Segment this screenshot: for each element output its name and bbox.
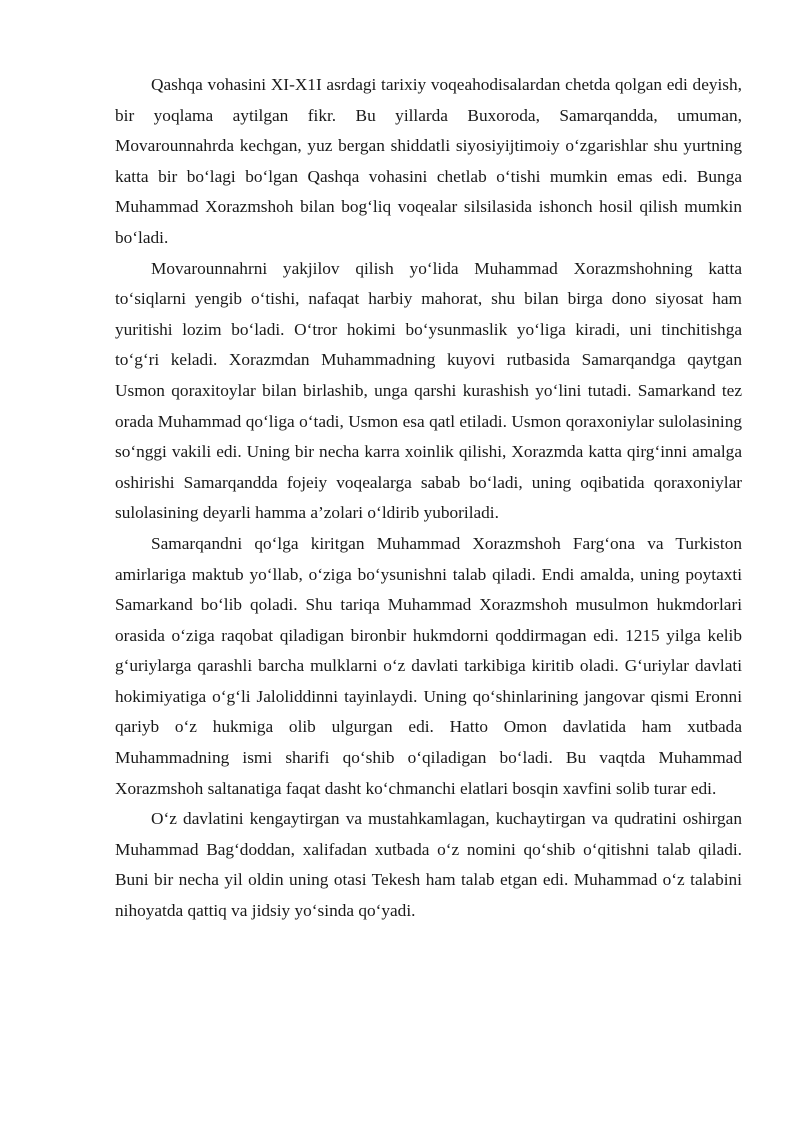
document-body bbox=[115, 70, 742, 927]
paragraph-2: Movarounnahrni yakjilov qilish yo‘lida Muhammad Xorazmshohning katta to‘siqlarni yengib o‘tishi, nafaqat harbiy mahorat, shu bilan birga dono siyosat ham yuritishi lozim bo‘ladi. O‘tror hokimi bo‘ysunmaslik yo‘liga kiradi, uni tinchitishga to‘g‘ri keladi. Xorazmdan Muhammadning kuyovi rutbasida Samarqandga qaytgan Usmon qoraxitoylar bilan birlashib, unga qarshi kurashish yo‘lini tutadi. Samarkand tez orada Muhammad qo‘liga o‘tadi, Usmon esa qatl etiladi. Usmon qoraxoniylar sulolasining so‘nggi vakili edi. Uning bir necha karra xoinlik qilishi, Xorazmda katta qirg‘inni amalga oshirishi Samarqandda fojeiy voqealarga sabab bo‘ladi, uning oqibatida qoraxoniylar sulolasining deyarli hamma a’zolari o‘ldirib yuboriladi. bbox=[115, 258, 742, 523]
paragraph-3: Samarqandni qo‘lga kiritgan Muhammad Xorazmshoh Farg‘ona va Turkiston amirlariga maktub yo‘llab, o‘ziga bo‘ysunishni talab qiladi. Endi amalda, uning poytaxti Samarkand bo‘lib qoladi. Shu tariqa Muhammad Xorazmshoh musulmon hukmdorlari orasida o‘ziga raqobat qiladigan bironbir hukmdorni qoddirmagan edi. 1215 yilga kelib g‘uriylarga qarashli barcha mulklarni o‘z davlati tarkibiga kiritib oladi. G‘uriylar davlati hokimiyatiga o‘g‘li Jaloliddinni tayinlaydi. Uning qo‘shinlarining jangovar qismi Eronni qariyb o‘z hukmiga olib ulgurgan edi. Hatto Omon davlatida ham xutbada Muhammadning ismi sharifi qo‘shib o‘qiladigan bo‘ladi. Bu vaqtda Muhammad Xorazmshoh saltanatiga faqat dasht ko‘chmanchi elatlari bosqin xavfini solib turar edi. bbox=[115, 533, 742, 798]
paragraph-1: Qashqa vohasini XI-X1I asrdagi tarixiy voqeahodisalardan chetda qolgan edi deyish, bir yoqlama aytilgan fikr. Bu yillarda Buxoroda, Samarqandda, umuman, Movarounnahrda kechgan, yuz bergan shiddatli siyosiyijtimoiy o‘zgarishlar shu yurtning katta bir bo‘lagi bo‘lgan Qashqa vohasini chetlab o‘tishi mumkin emas edi. Bunga Muhammad Xorazmshoh bilan bog‘liq voqealar silsilasida ishonch hosil qilish mumkin bo‘ladi. bbox=[115, 75, 742, 247]
paragraph-4: O‘z davlatini kengaytirgan va mustahkamlagan, kuchaytirgan va qudratini oshirgan Muhammad Bag‘doddan, xalifadan xutbada o‘z nomini qo‘shib o‘qitishni talab qiladi. Buni bir necha yil oldin uning otasi Tekesh ham talab etgan edi. Muhammad o‘z talabini nihoyatda qattiq va jidsiy yo‘sinda qo‘yadi. bbox=[115, 809, 742, 921]
